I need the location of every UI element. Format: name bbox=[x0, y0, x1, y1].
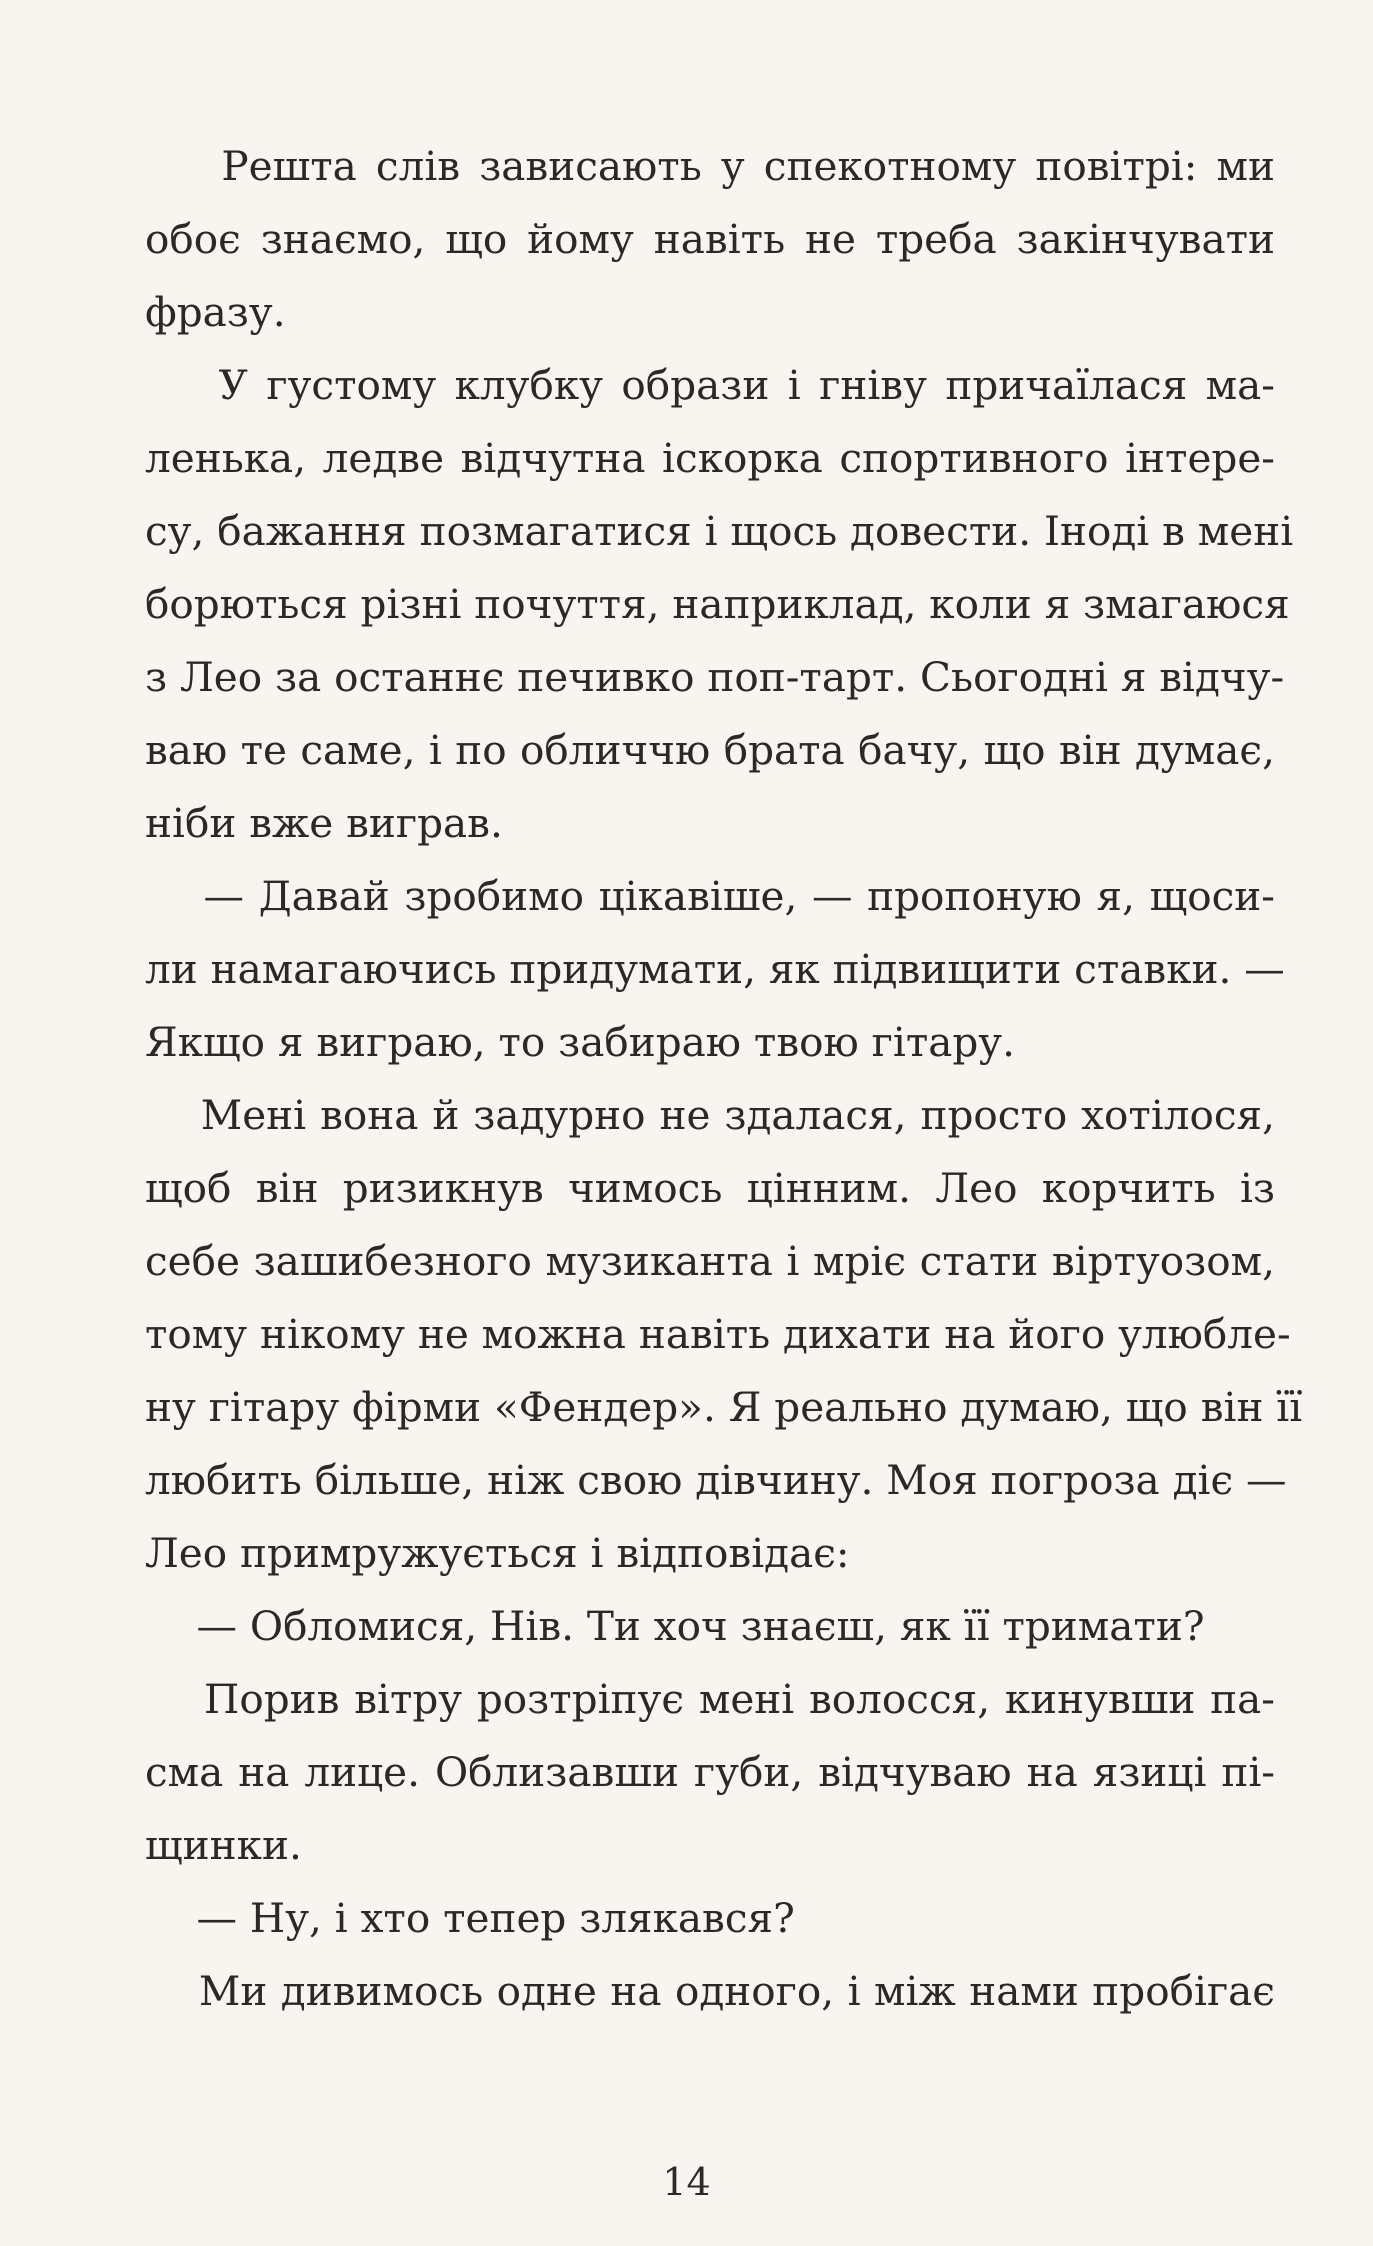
text-line: щоб він ризикнув чимось цінним. Лео корчить із bbox=[145, 1164, 1275, 1212]
text-line: щинки. bbox=[145, 1821, 302, 1869]
text-line: Лео примружується і відповідає: bbox=[145, 1529, 850, 1577]
text-line: ваю те саме, і по обличчю брата бачу, що він думає, bbox=[145, 726, 1275, 774]
text-line: — Давай зробимо цікавіше, — пропоную я, щоси- bbox=[145, 872, 1275, 920]
text-line: фразу. bbox=[145, 288, 286, 336]
body-text bbox=[145, 130, 1303, 2028]
text-line: Порив вітру розтріпує мені волосся, кинувши па- bbox=[145, 1675, 1275, 1723]
text-line: Решта слів зависають у спекотному повітрі: ми bbox=[145, 142, 1275, 190]
text-line: ну гітару фірми «Фендер». Я реально думаю, що він її bbox=[145, 1383, 1303, 1431]
text-line: Ми дивимось одне на одного, і між нами пробігає bbox=[145, 1967, 1275, 2015]
page-number: 14 bbox=[662, 2160, 711, 2204]
text-line: себе зашибезного музиканта і мріє стати віртуозом, bbox=[145, 1237, 1275, 1285]
text-line: сма на лице. Облизавши губи, відчуваю на язиці пі- bbox=[145, 1748, 1275, 1796]
text-line: су, бажання позмагатися і щось довести. Іноді в мені bbox=[145, 507, 1294, 555]
text-line: — Ну, і хто тепер злякався? bbox=[145, 1894, 795, 1942]
text-line: тому нікому не можна навіть дихати на його улюбле- bbox=[145, 1310, 1291, 1358]
text-line: ленька, ледве відчутна іскорка спортивного інтере- bbox=[145, 434, 1275, 482]
text-line: ли намагаючись придумати, як підвищити ставки. — bbox=[145, 945, 1285, 993]
text-line: обоє знаємо, що йому навіть не треба закінчувати bbox=[145, 215, 1275, 263]
text-line: любить більше, ніж свою дівчину. Моя погроза діє — bbox=[145, 1456, 1287, 1504]
text-line: Якщо я виграю, то забираю твою гітару. bbox=[145, 1018, 1015, 1066]
text-line: ніби вже виграв. bbox=[145, 799, 503, 847]
text-line: — Обломися, Нів. Ти хоч знаєш, як її тримати? bbox=[145, 1602, 1205, 1650]
text-line: Мені вона й задурно не здалася, просто хотілося, bbox=[145, 1091, 1275, 1139]
text-line: У густому клубку образи і гніву причаїлася ма- bbox=[145, 361, 1275, 409]
text-line: борються різні почуття, наприклад, коли я змагаюся bbox=[145, 580, 1290, 628]
text-line: з Лео за останнє печивко поп-тарт. Сьогодні я відчу- bbox=[145, 653, 1285, 701]
